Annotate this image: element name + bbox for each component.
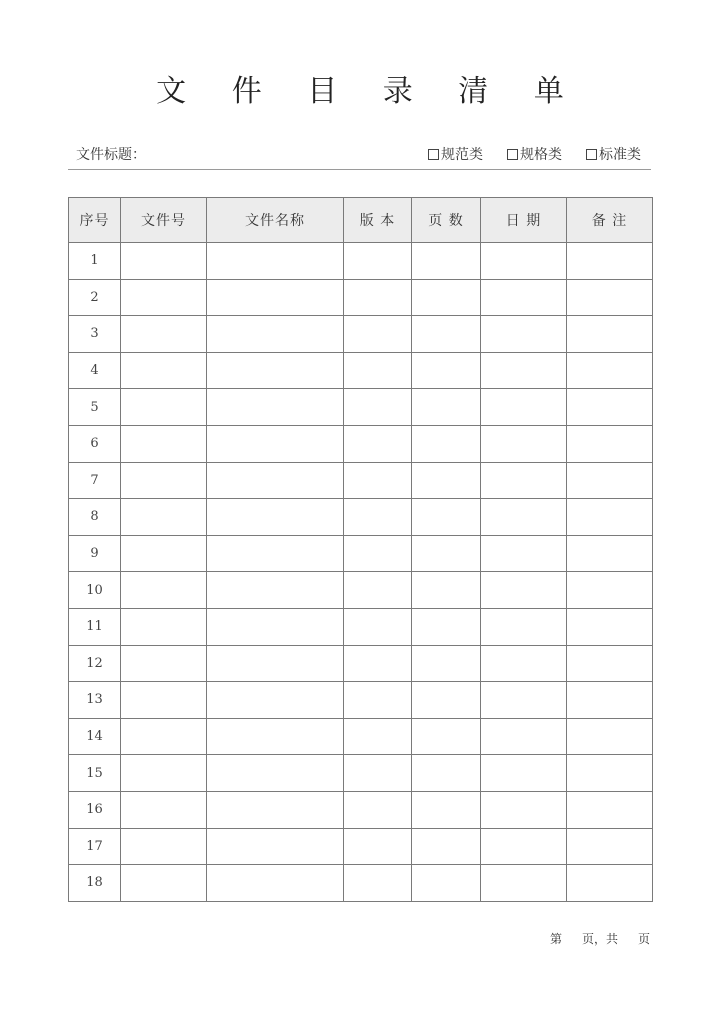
table-row — [69, 243, 653, 280]
pages-cell[interactable] — [412, 718, 481, 755]
date-cell[interactable] — [481, 682, 567, 719]
version-cell[interactable] — [344, 425, 412, 462]
doc-name-cell[interactable] — [207, 352, 344, 389]
row-index: 12 — [69, 645, 121, 682]
version-cell[interactable] — [344, 865, 412, 902]
doc-name-cell[interactable] — [207, 645, 344, 682]
category-option-spec[interactable] — [428, 144, 483, 164]
doc-name-cell[interactable] — [207, 718, 344, 755]
doc-name-cell[interactable] — [207, 682, 344, 719]
pages-cell[interactable] — [412, 535, 481, 572]
row-index: 15 — [69, 755, 121, 792]
remarks-cell[interactable] — [567, 572, 653, 609]
version-cell[interactable] — [344, 279, 412, 316]
doc-name-cell[interactable] — [207, 535, 344, 572]
table-row — [69, 279, 653, 316]
doc-number-cell[interactable] — [121, 352, 207, 389]
column-header-index: 序号 — [69, 198, 121, 243]
row-index: 9 — [69, 535, 121, 572]
doc-number-cell[interactable] — [121, 828, 207, 865]
remarks-cell[interactable] — [567, 316, 653, 353]
doc-name-cell[interactable] — [207, 608, 344, 645]
remarks-cell[interactable] — [567, 352, 653, 389]
row-index: 16 — [69, 791, 121, 828]
date-cell[interactable] — [481, 243, 567, 280]
doc-number-cell[interactable] — [121, 462, 207, 499]
row-index: 8 — [69, 499, 121, 536]
table-row — [69, 865, 653, 902]
remarks-cell[interactable] — [567, 755, 653, 792]
row-index: 6 — [69, 425, 121, 462]
remarks-cell[interactable] — [567, 535, 653, 572]
pages-cell[interactable] — [412, 791, 481, 828]
doc-number-cell[interactable] — [121, 682, 207, 719]
checkbox-icon[interactable] — [428, 149, 439, 160]
column-header-version: 版 本 — [344, 198, 412, 243]
date-cell[interactable] — [481, 608, 567, 645]
version-cell[interactable] — [344, 462, 412, 499]
table-row — [69, 389, 653, 426]
row-index: 13 — [69, 682, 121, 719]
row-index: 10 — [69, 572, 121, 609]
doc-number-cell[interactable] — [121, 316, 207, 353]
column-header-date: 日 期 — [481, 198, 567, 243]
version-cell[interactable] — [344, 316, 412, 353]
doc-number-cell[interactable] — [121, 389, 207, 426]
page-mid: 页，共 — [581, 932, 618, 946]
date-cell[interactable] — [481, 572, 567, 609]
version-cell[interactable] — [344, 243, 412, 280]
doc-name-cell[interactable] — [207, 865, 344, 902]
page-suffix: 页 — [637, 932, 650, 946]
doc-number-cell[interactable] — [121, 645, 207, 682]
version-cell[interactable] — [344, 608, 412, 645]
pages-cell[interactable] — [412, 243, 481, 280]
pages-cell[interactable] — [412, 865, 481, 902]
remarks-cell[interactable] — [567, 645, 653, 682]
column-header-pages: 页 数 — [412, 198, 481, 243]
doc-number-cell[interactable] — [121, 608, 207, 645]
doc-number-cell[interactable] — [121, 499, 207, 536]
page-count-footer — [550, 930, 650, 947]
version-cell[interactable] — [344, 791, 412, 828]
category-label: 规范类 — [441, 147, 483, 163]
version-cell[interactable] — [344, 645, 412, 682]
pages-cell[interactable] — [412, 572, 481, 609]
version-cell[interactable] — [344, 755, 412, 792]
column-header-doc-name: 文件名称 — [207, 198, 344, 243]
remarks-cell[interactable] — [567, 865, 653, 902]
doc-number-cell[interactable] — [121, 718, 207, 755]
date-cell[interactable] — [481, 755, 567, 792]
table-row — [69, 828, 653, 865]
doc-name-cell[interactable] — [207, 279, 344, 316]
doc-name-cell[interactable] — [207, 243, 344, 280]
doc-name-cell[interactable] — [207, 462, 344, 499]
row-index: 7 — [69, 462, 121, 499]
version-cell[interactable] — [344, 718, 412, 755]
doc-number-cell[interactable] — [121, 243, 207, 280]
version-cell[interactable] — [344, 535, 412, 572]
pages-cell[interactable] — [412, 462, 481, 499]
table-row — [69, 462, 653, 499]
doc-name-cell[interactable] — [207, 791, 344, 828]
row-index: 17 — [69, 828, 121, 865]
table-row — [69, 425, 653, 462]
version-cell[interactable] — [344, 682, 412, 719]
date-cell[interactable] — [481, 499, 567, 536]
date-cell[interactable] — [481, 645, 567, 682]
meta-divider — [68, 169, 651, 170]
document-meta-row — [68, 142, 651, 166]
doc-number-cell[interactable] — [121, 865, 207, 902]
table-body — [69, 243, 653, 902]
table-row — [69, 316, 653, 353]
remarks-cell[interactable] — [567, 389, 653, 426]
table-row — [69, 718, 653, 755]
table-row — [69, 352, 653, 389]
document-catalog-table — [68, 197, 653, 902]
doc-name-cell[interactable] — [207, 316, 344, 353]
version-cell[interactable] — [344, 572, 412, 609]
pages-cell[interactable] — [412, 682, 481, 719]
date-cell[interactable] — [481, 352, 567, 389]
remarks-cell[interactable] — [567, 499, 653, 536]
row-index: 2 — [69, 279, 121, 316]
remarks-cell[interactable] — [567, 791, 653, 828]
table-row — [69, 535, 653, 572]
table-row — [69, 791, 653, 828]
checkbox-icon[interactable] — [507, 149, 518, 160]
doc-number-cell[interactable] — [121, 791, 207, 828]
pages-cell[interactable] — [412, 425, 481, 462]
pages-cell[interactable] — [412, 499, 481, 536]
table-row — [69, 682, 653, 719]
category-option-format[interactable] — [507, 144, 562, 164]
table-row — [69, 572, 653, 609]
category-label: 规格类 — [520, 147, 562, 163]
table-row — [69, 608, 653, 645]
doc-number-cell[interactable] — [121, 572, 207, 609]
date-cell[interactable] — [481, 535, 567, 572]
row-index: 18 — [69, 865, 121, 902]
remarks-cell[interactable] — [567, 462, 653, 499]
table-row — [69, 499, 653, 536]
version-cell[interactable] — [344, 828, 412, 865]
row-index: 5 — [69, 389, 121, 426]
remarks-cell[interactable] — [567, 828, 653, 865]
document-title-label: 文件标题： — [76, 147, 146, 163]
version-cell[interactable] — [344, 352, 412, 389]
remarks-cell[interactable] — [567, 682, 653, 719]
category-label: 标准类 — [599, 147, 641, 163]
pages-cell[interactable] — [412, 279, 481, 316]
doc-name-cell[interactable] — [207, 425, 344, 462]
table-row — [69, 755, 653, 792]
version-cell[interactable] — [344, 389, 412, 426]
pages-cell[interactable] — [412, 645, 481, 682]
table-header-row — [69, 198, 653, 243]
remarks-cell[interactable] — [567, 279, 653, 316]
remarks-cell[interactable] — [567, 608, 653, 645]
date-cell[interactable] — [481, 389, 567, 426]
remarks-cell[interactable] — [567, 718, 653, 755]
table-row — [69, 645, 653, 682]
remarks-cell[interactable] — [567, 243, 653, 280]
date-cell[interactable] — [481, 462, 567, 499]
row-index: 1 — [69, 243, 121, 280]
date-cell[interactable] — [481, 828, 567, 865]
category-options — [428, 144, 641, 164]
row-index: 3 — [69, 316, 121, 353]
category-option-standard[interactable] — [586, 144, 641, 164]
row-index: 14 — [69, 718, 121, 755]
doc-number-cell[interactable] — [121, 755, 207, 792]
date-cell[interactable] — [481, 279, 567, 316]
doc-number-cell[interactable] — [121, 535, 207, 572]
pages-cell[interactable] — [412, 316, 481, 353]
column-header-doc-number: 文件号 — [121, 198, 207, 243]
doc-name-cell[interactable] — [207, 499, 344, 536]
remarks-cell[interactable] — [567, 425, 653, 462]
page-title: 文 件 目 录 清 单 — [156, 74, 582, 109]
checkbox-icon[interactable] — [586, 149, 597, 160]
doc-name-cell[interactable] — [207, 755, 344, 792]
row-index: 11 — [69, 608, 121, 645]
version-cell[interactable] — [344, 499, 412, 536]
pages-cell[interactable] — [412, 608, 481, 645]
pages-cell[interactable] — [412, 755, 481, 792]
page-prefix: 第 — [549, 932, 562, 946]
row-index: 4 — [69, 352, 121, 389]
date-cell[interactable] — [481, 791, 567, 828]
doc-name-cell[interactable] — [207, 389, 344, 426]
date-cell[interactable] — [481, 865, 567, 902]
doc-number-cell[interactable] — [121, 425, 207, 462]
date-cell[interactable] — [481, 718, 567, 755]
pages-cell[interactable] — [412, 828, 481, 865]
doc-name-cell[interactable] — [207, 828, 344, 865]
column-header-remarks: 备 注 — [567, 198, 653, 243]
date-cell[interactable] — [481, 316, 567, 353]
doc-name-cell[interactable] — [207, 572, 344, 609]
pages-cell[interactable] — [412, 352, 481, 389]
doc-number-cell[interactable] — [121, 279, 207, 316]
pages-cell[interactable] — [412, 389, 481, 426]
date-cell[interactable] — [481, 425, 567, 462]
